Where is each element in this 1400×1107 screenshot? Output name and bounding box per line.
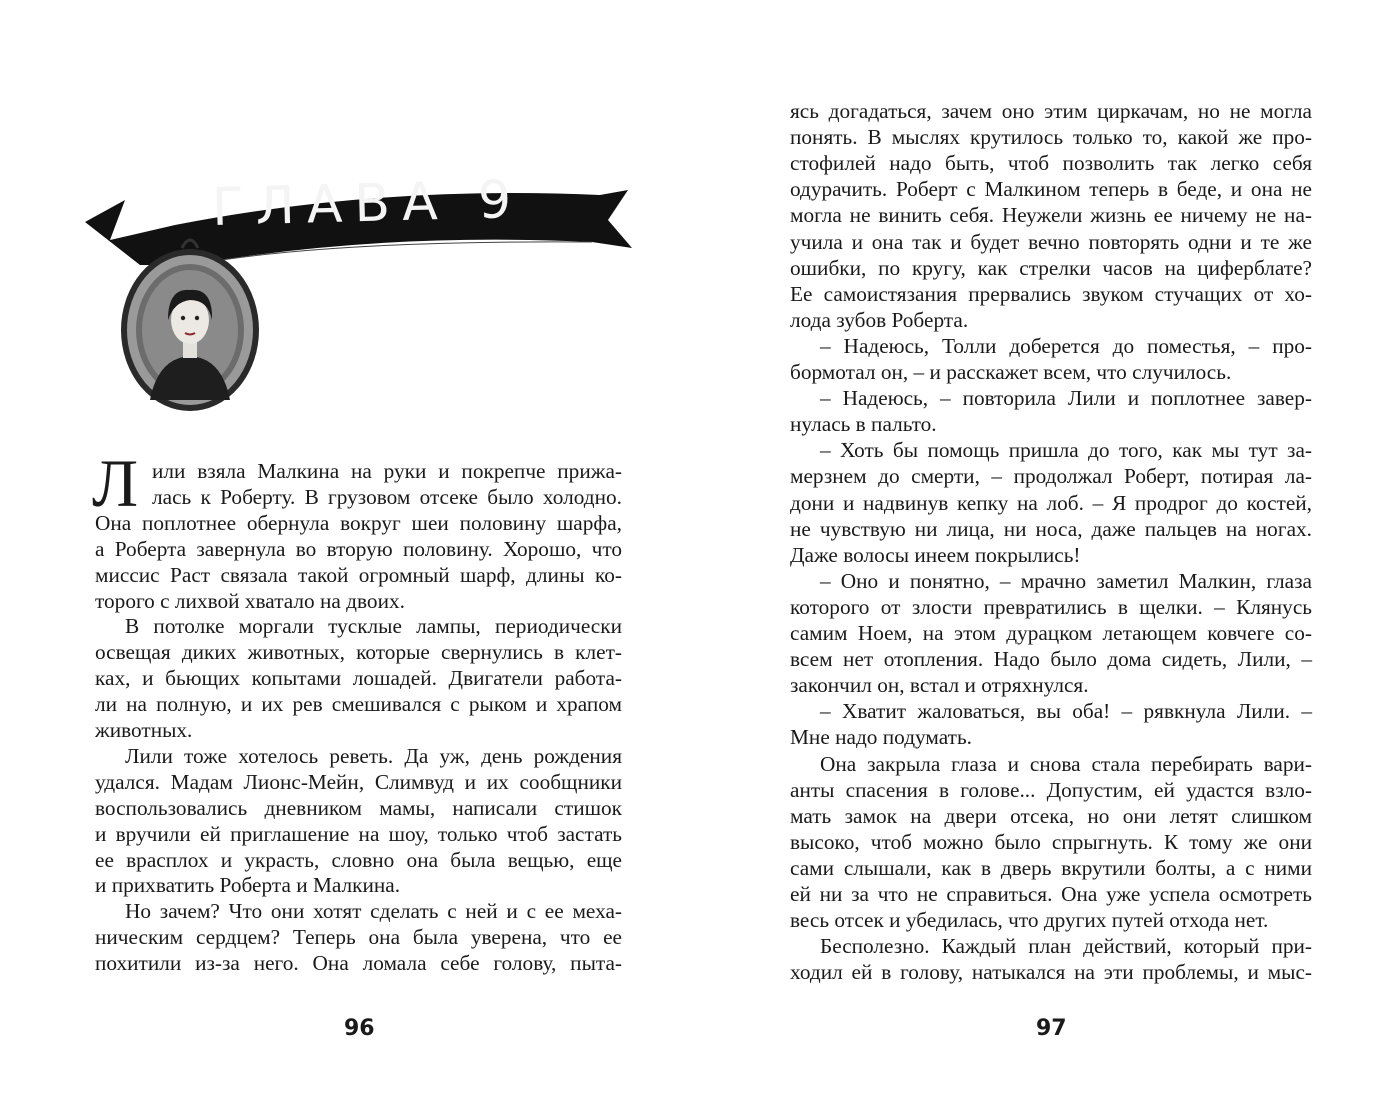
text-line: закончил он, встал и отряхнулся. (790, 673, 1089, 698)
text-line: Лили тоже хотелось реветь. Да уж, день рождения (125, 743, 622, 768)
text-line: – Хватит жаловаться, вы оба! – рявкнула Лили. – (820, 699, 1312, 724)
text-line: ясь догадаться, зачем оно этим циркачам, но не могла (790, 99, 1312, 123)
text-line: животных. (95, 718, 193, 742)
text-line: лась к Роберту. В грузовом отсеке было холодно. (152, 484, 622, 509)
text-line: ей ни за что не справиться. Она уже успела осмотреть (790, 882, 1312, 906)
text-line: стофилей надо быть, чтоб позволить так легко себя (790, 151, 1312, 176)
text-line: ее врасплох и украсть, словно она была вещью, еще (95, 847, 622, 872)
text-line: – Надеюсь, Толли доберется до поместья, – про- (820, 333, 1312, 358)
text-line: В потолке моргали тусклые лампы, периодически (125, 614, 622, 639)
text-line: Она закрыла глаза и снова стала перебирать вари- (820, 751, 1312, 776)
text-line: дони и надвинув кепку на лоб. – Я продрог до костей, (790, 490, 1312, 515)
text-line: бормотал он, – и расскажет всем, что случилось. (790, 360, 1232, 384)
text-line: ошибки, по кругу, как стрелки часов на циферблате? (790, 255, 1312, 280)
text-line: высоко, чтоб можно было спрыгнуть. К тому же они (790, 829, 1312, 854)
text-line: всем нет отопления. Надо было дома сидеть, Лили, – (790, 647, 1312, 672)
text-line: – Хоть бы помощь пришла до того, как мы тут за- (820, 438, 1312, 463)
text-line: сами слышали, как в дверь вкрутили болты, а с ними (790, 855, 1312, 880)
text-line: самим Ноем, на этом дурацком летающем ковчеге со- (790, 621, 1312, 645)
chapter-title: ГЛАВА 9 (211, 169, 524, 238)
text-line: освещая диких животных, которые свернулись в клет- (95, 640, 622, 665)
page-number: 96 (344, 1016, 375, 1041)
drop-cap: Л (92, 445, 139, 521)
text-line: которого от злости превратились в щелки. – Клянусь (790, 594, 1312, 619)
text-line: – Надеюсь, – повторила Лили и поплотнее завер- (820, 386, 1312, 411)
text-line: весь отсек и убедилась, что других путей отхода нет. (790, 908, 1269, 933)
text-line: похитили из-за него. Она ломала себе голову, пыта- (95, 951, 622, 976)
page-number: 97 (1036, 1016, 1067, 1041)
right-page (700, 0, 1400, 1107)
text-line: Она поплотнее обернула вокруг шеи половину шарфа, (95, 510, 622, 535)
text-line: ходил ей в голову, натыкался на эти проблемы, и мыс- (790, 960, 1312, 985)
text-line: анты спасения в голове... Допустим, ей удастся взло- (790, 777, 1312, 802)
text-line: ническим сердцем? Теперь она была уверена, что ее (95, 925, 622, 950)
text-line: или взяла Малкина на руки и покрепче прижа- (152, 459, 622, 483)
text-line: миссис Раст связала такой огромный шарф, длины ко- (95, 562, 622, 587)
text-line: – Оно и понятно, – мрачно заметил Малкин, глаза (820, 568, 1312, 593)
text-line: Даже волосы инеем покрылись! (790, 542, 1081, 567)
text-line: мерзнем до смерти, – продолжал Роберт, потирая ла- (790, 464, 1312, 489)
text-line: Мне надо подумать. (790, 725, 972, 750)
text-line: мать замок на двери отсека, но они летят слишком (790, 803, 1312, 828)
text-line: воспользовались дневником мамы, написали стишок (95, 795, 622, 820)
text-line: Но зачем? Что они хотят сделать с ней и с ее меха- (125, 899, 622, 924)
portrait-illustration (110, 230, 270, 415)
text-line: нулась в пальто. (790, 412, 937, 437)
text-line: и вручили ей приглашение на шоу, только чтоб застать (95, 821, 622, 846)
text-line: Бесполезно. Каждый план действий, который при- (820, 934, 1312, 959)
text-line: ли на полную, и их рев смешивался с рыком и храпом (95, 692, 622, 717)
text-line: удался. Мадам Лионс-Мейн, Слимвуд и их сообщники (95, 769, 622, 794)
text-line: и прихватить Роберта и Малкина. (95, 873, 401, 898)
text-line: лода зубов Роберта. (790, 307, 969, 332)
text-line: Ее самоистязания прервались звуком стучащих от хо- (790, 281, 1312, 306)
text-line: не чувствую ни лица, ни носа, даже пальцев на ногах. (790, 516, 1312, 541)
text-line: ках, и бьющих копытами лошадей. Двигатели работа- (95, 666, 622, 691)
text-line: торого с лихвой хватало на двоих. (95, 588, 405, 613)
text-line: а Роберта завернула во вторую половину. Хорошо, что (95, 536, 622, 561)
text-line: учила и она так и будет вечно повторять одни и те же (790, 229, 1312, 254)
text-line: одурачить. Роберт с Малкином теперь в беде, и она не (790, 177, 1312, 202)
text-line: могла не винить себя. Неужели жизнь ее ничему не на- (790, 203, 1312, 228)
text-line: понять. В мыслях крутилось только то, какой же про- (790, 125, 1312, 150)
